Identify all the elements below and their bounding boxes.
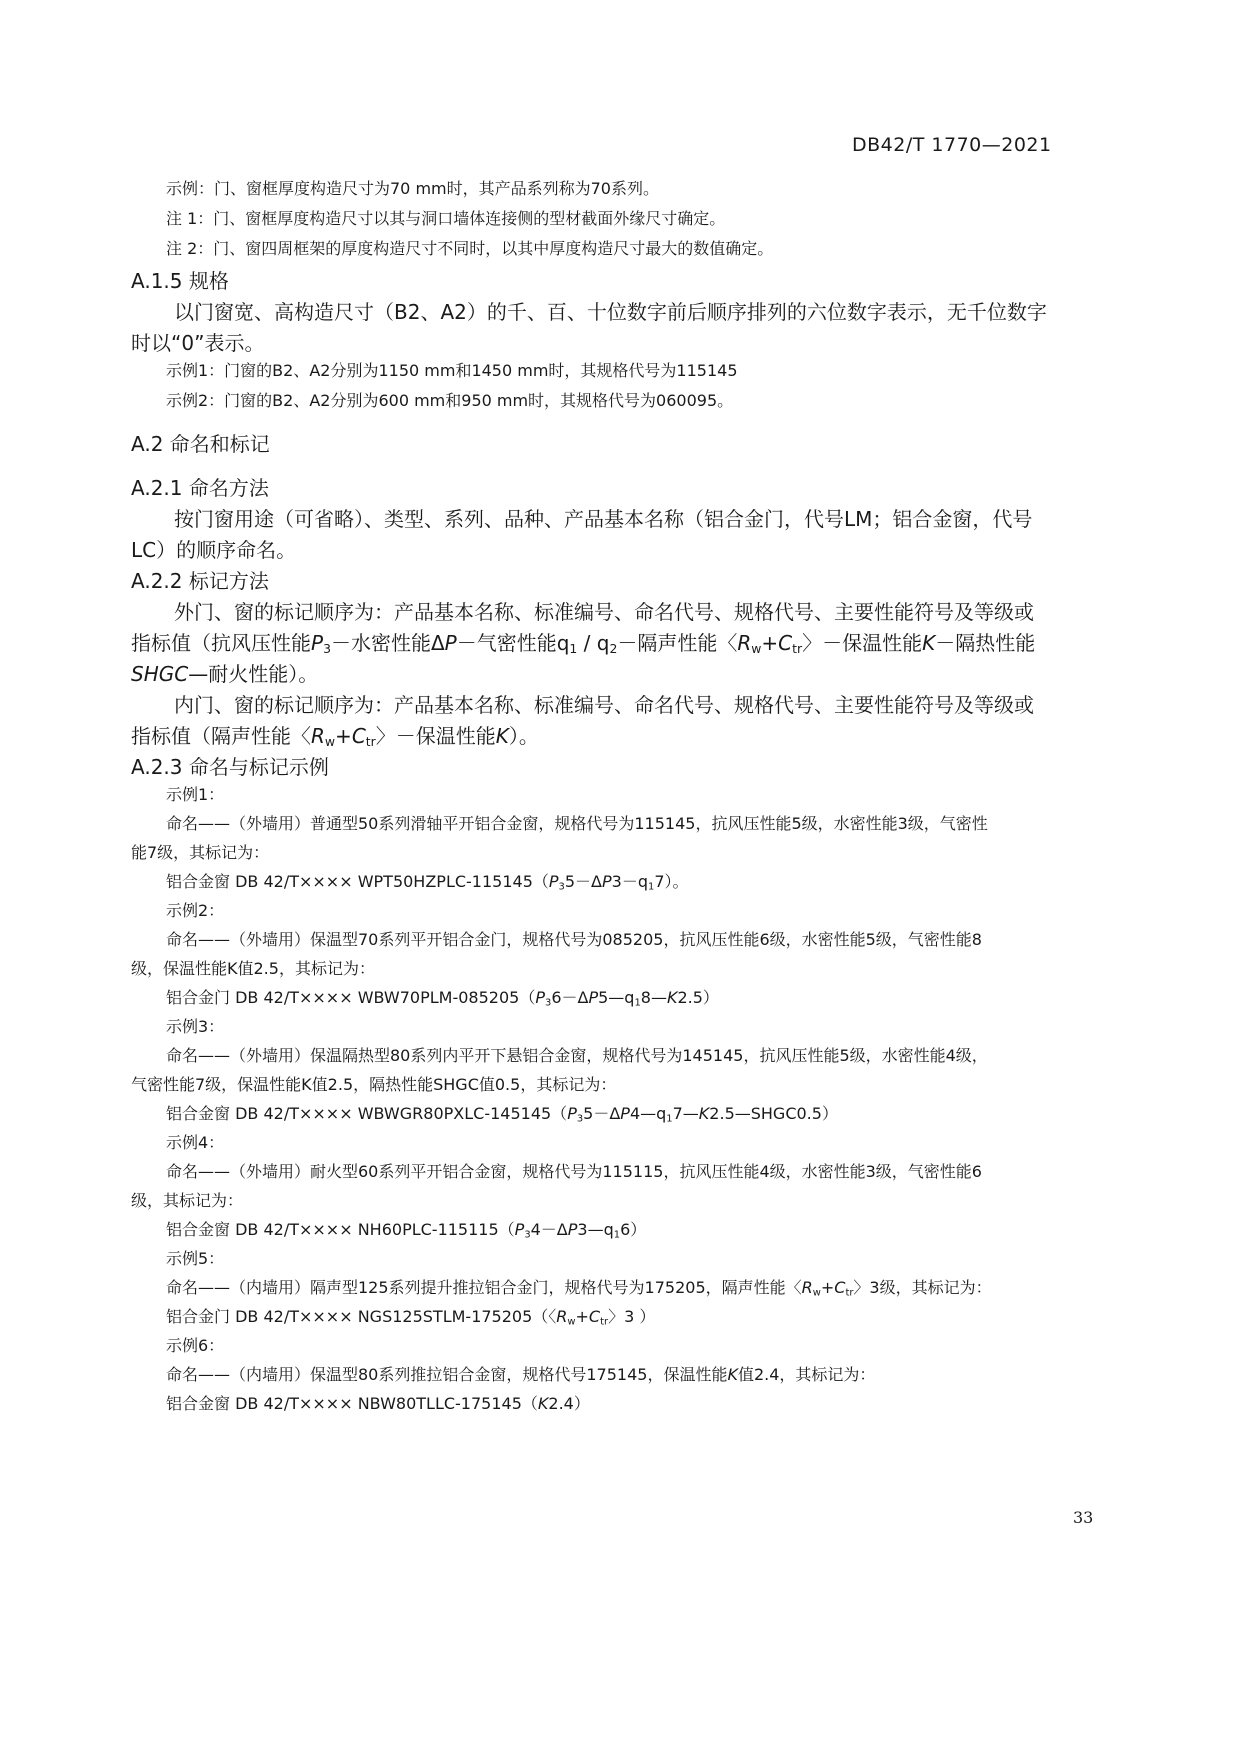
example-5-label: 示例5：: [166, 1249, 225, 1268]
example-3-name-line2: 气密性能7级，保温性能K值2.5，隔热性能SHGC值0.5，其标记为：: [131, 1075, 617, 1094]
example-1-label: 示例1：: [166, 785, 225, 804]
example-4-name-line2: 级，其标记为：: [131, 1191, 244, 1210]
note-2: 注 2：门、窗四周框架的厚度构造尺寸不同时，以其中厚度构造尺寸最大的数值确定。: [166, 239, 774, 258]
section-heading-a23: A.2.3 命名与标记示例: [131, 755, 329, 779]
example-1-name-line1: 命名——（外墙用）普通型50系列滑轴平开铝合金窗，规格代号为115145，抗风压性能5级，水密性能3级，气密性: [166, 814, 988, 833]
paragraph-naming-line2: LC）的顺序命名。: [131, 538, 297, 562]
example-6-name-line1: 命名——（内墙用）保温型80系列推拉铝合金窗，规格代号175145，保温性能K值2.4，其标记为：: [166, 1365, 876, 1384]
example-6-marking: 铝合金窗 DB 42/T×××× NBW80TLLC-175145（K2.4）: [166, 1394, 590, 1413]
paragraph-spec-line1: 以门窗宽、高构造尺寸（B2、A2）的千、百、十位数字前后顺序排列的六位数字表示，无千位数字: [174, 300, 1047, 324]
section-heading-a15: A.1.5 规格: [131, 269, 229, 293]
example-spec-2: 示例2：门窗的B2、A2分别为600 mm和950 mm时，其规格代号为060095。: [166, 391, 734, 410]
example-2-marking: 铝合金门 DB $42/T\times\times\times\times WBW70PLM-085205(P_36-\Delta P5—q_18—K2.5)$: [166, 988, 719, 1009]
example-6-label: 示例6：: [166, 1336, 225, 1355]
paragraph-ext-marking-line1: 外门、窗的标记顺序为：产品基本名称、标准编号、命名代号、规格代号、主要性能符号及等级或: [174, 600, 1034, 624]
example-5-marking: 铝合金门 DB 42/T×××× NGS125STLM-175205（〈$R_w+C_{tr}$〉3 ）: [166, 1307, 656, 1328]
paragraph-ext-marking-line2: 指标值（抗风压性能$P_3-$水密性能ΔP－气密性能$q_1 / q_2-$隔声性能〈$R_w+C_{tr}$〉－保温性能K－隔热性能: [131, 631, 1036, 657]
standard-code-header: DB42/T 1770—2021: [852, 134, 1052, 156]
example-series: 示例：门、窗框厚度构造尺寸为70 mm时，其产品系列称为70系列。: [166, 179, 659, 198]
example-2-name-line2: 级，保温性能K值2.5，其标记为：: [131, 959, 375, 978]
example-4-label: 示例4：: [166, 1133, 225, 1152]
example-1-marking: 铝合金窗 DB $42/T\times\times\times\times WPT50HZPLC-115145(P_35-\Delta P3-q_17)$。: [166, 872, 689, 893]
paragraph-naming-line1: 按门窗用途（可省略）、类型、系列、品种、产品基本名称（铝合金门，代号LM；铝合金窗，代号: [174, 507, 1033, 531]
paragraph-spec-line2: 时以“0”表示。: [131, 331, 265, 355]
example-4-name-line1: 命名——（外墙用）耐火型60系列平开铝合金窗，规格代号为115115，抗风压性能4级，水密性能3级，气密性能6: [166, 1162, 982, 1181]
example-3-name-line1: 命名——（外墙用）保温隔热型80系列内平开下悬铝合金窗，规格代号为145145，抗风压性能5级，水密性能4级，: [166, 1046, 988, 1065]
section-heading-a21: A.2.1 命名方法: [131, 476, 269, 500]
example-5-name-line1: 命名——（内墙用）隔声型125系列提升推拉铝合金门，规格代号为175205，隔声性能〈$R_w+C_{tr}$〉3级，其标记为：: [166, 1278, 992, 1299]
example-2-label: 示例2：: [166, 901, 225, 920]
example-3-marking: 铝合金窗 DB $42/T\times\times\times\times WBWGR80PXLC-145145(P_35-\Delta P4—q_17—K2.5—SHGC0.5)$: [166, 1104, 838, 1125]
note-1: 注 1：门、窗框厚度构造尺寸以其与洞口墙体连接侧的型材截面外缘尺寸确定。: [166, 209, 726, 228]
example-spec-1: 示例1：门窗的B2、A2分别为1150 mm和1450 mm时，其规格代号为115145: [166, 361, 738, 380]
paragraph-int-marking-line2: 指标值（隔声性能〈$R_w+C_{tr}$〉－保温性能K）。: [131, 724, 539, 750]
example-4-marking: 铝合金窗 DB $42/T\times\times\times\times NH60PLC-115115(P_34-\Delta P3—q_16)$: [166, 1220, 647, 1241]
paragraph-ext-marking-line3: SHGC—耐火性能）。: [131, 662, 319, 686]
paragraph-int-marking-line1: 内门、窗的标记顺序为：产品基本名称、标准编号、命名代号、规格代号、主要性能符号及等级或: [174, 693, 1034, 717]
example-1-name-line2: 能7级，其标记为：: [131, 843, 270, 862]
section-heading-a22: A.2.2 标记方法: [131, 569, 269, 593]
page-number: 33: [1073, 1508, 1094, 1527]
section-heading-a2: A.2 命名和标记: [131, 432, 270, 456]
example-2-name-line1: 命名——（外墙用）保温型70系列平开铝合金门，规格代号为085205，抗风压性能6级，水密性能5级，气密性能8: [166, 930, 982, 949]
example-3-label: 示例3：: [166, 1017, 225, 1036]
